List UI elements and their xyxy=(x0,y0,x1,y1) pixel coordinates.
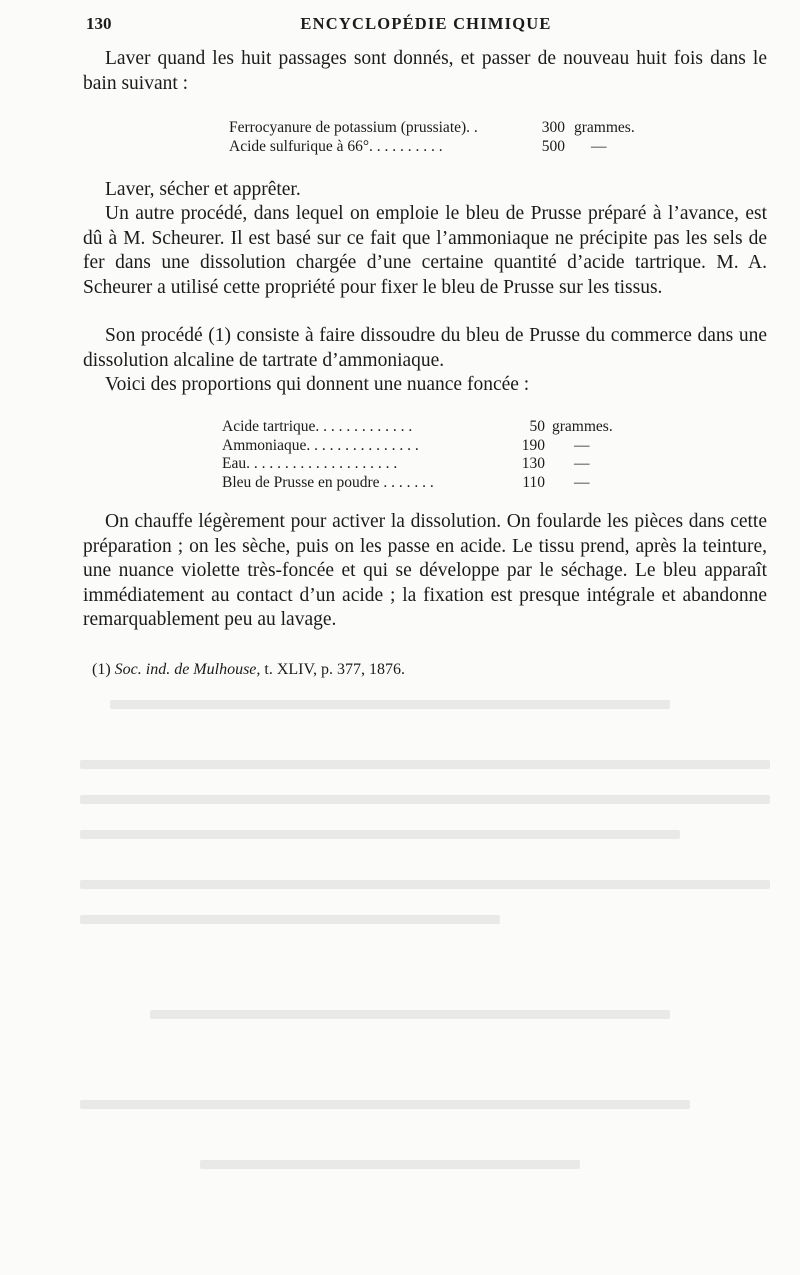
ingredient-unit: — xyxy=(574,473,590,491)
show-through xyxy=(80,1100,690,1109)
footnote xyxy=(92,661,405,679)
show-through xyxy=(80,880,770,889)
show-through xyxy=(80,830,680,839)
recipe-row xyxy=(222,455,642,474)
running-title: ENCYCLOPÉDIE CHIMIQUE xyxy=(300,14,552,33)
show-through xyxy=(80,915,500,924)
ingredient-name: Ammoniaque. . . . . . . . . . . . . . . xyxy=(222,436,419,454)
ingredient-quantity: 50 xyxy=(529,418,545,435)
ingredient-name: Bleu de Prusse en poudre . . . . . . . xyxy=(222,473,434,491)
ingredient-quantity: 500 xyxy=(541,137,565,155)
ingredient-name: Ferrocyanure de potassium (prussiate). . xyxy=(229,119,478,136)
recipe-row xyxy=(222,437,642,456)
ingredient-name: Acide sulfurique à 66°. . . . . . . . . . xyxy=(229,137,443,155)
recipe-row xyxy=(222,474,642,493)
ingredient-unit: — xyxy=(591,137,607,155)
paragraph-procede: Son procédé (1) consiste à faire dissoudre du bleu de Prusse du commerce dans une dissolution alcaline de tartrate d’ammoniaque. xyxy=(83,325,767,371)
paragraph-scheurer: Un autre procédé, dans lequel on emploie le bleu de Prusse préparé à l’avance, est dû à M. Scheurer. Il est basé sur ce fait que l’ammoniaque ne précipite pas les sels de fer dans une dissolution chargée d’une certaine quantité d’acide tartrique. M. A. Scheurer a utilisé cette propriété pour fixer le bleu de Prusse sur les tissus. xyxy=(83,203,767,298)
footnote-source: Soc. ind. de Mulhouse, xyxy=(114,661,261,678)
ingredient-name: Eau. . . . . . . . . . . . . . . . . . . . xyxy=(222,455,398,472)
ingredient-unit: — xyxy=(574,455,590,472)
ingredient-quantity: 300 xyxy=(541,119,565,136)
footnote-mark: (1) xyxy=(92,661,111,678)
ingredient-name: Acide tartrique. . . . . . . . . . . . . xyxy=(222,418,413,435)
paragraph-laver: Laver, sécher et apprêter. xyxy=(105,179,301,200)
recipe-table-2 xyxy=(222,418,642,492)
ingredient-unit: — xyxy=(574,436,590,454)
show-through xyxy=(80,795,770,804)
recipe-row xyxy=(222,418,642,437)
ingredient-unit: grammes. xyxy=(574,119,635,136)
ingredient-quantity: 190 xyxy=(521,436,545,454)
ingredient-unit: grammes. xyxy=(552,418,613,435)
ingredient-quantity: 130 xyxy=(521,455,545,472)
page-number: 130 xyxy=(86,14,112,33)
recipe-row xyxy=(229,119,649,138)
show-through xyxy=(200,1160,580,1169)
show-through xyxy=(110,700,670,709)
paragraph-proportions: Voici des proportions qui donnent une nuance foncée : xyxy=(105,374,530,395)
show-through xyxy=(150,1010,670,1019)
recipe-table-1 xyxy=(229,119,649,156)
recipe-row xyxy=(229,138,649,157)
paragraph-intro: Laver quand les huit passages sont donnés, et passer de nouveau huit fois dans le bain suivant : xyxy=(83,48,767,94)
show-through xyxy=(80,760,770,769)
ingredient-quantity: 110 xyxy=(522,473,545,491)
paragraph-preparation: On chauffe légèrement pour activer la dissolution. On foularde les pièces dans cette préparation ; on les sèche, puis on les passe en acide. Le tissu prend, après la teinture, une nuance violette très-foncée et qui se développe par le séchage. Le bleu apparaît immédiatement au contact d’un acide ; la fixation est presque intégrale et abandonne remarquablement peu au lavage. xyxy=(83,511,767,630)
footnote-reference: t. XLIV, p. 377, 1876. xyxy=(264,661,405,678)
page-header xyxy=(86,14,766,36)
